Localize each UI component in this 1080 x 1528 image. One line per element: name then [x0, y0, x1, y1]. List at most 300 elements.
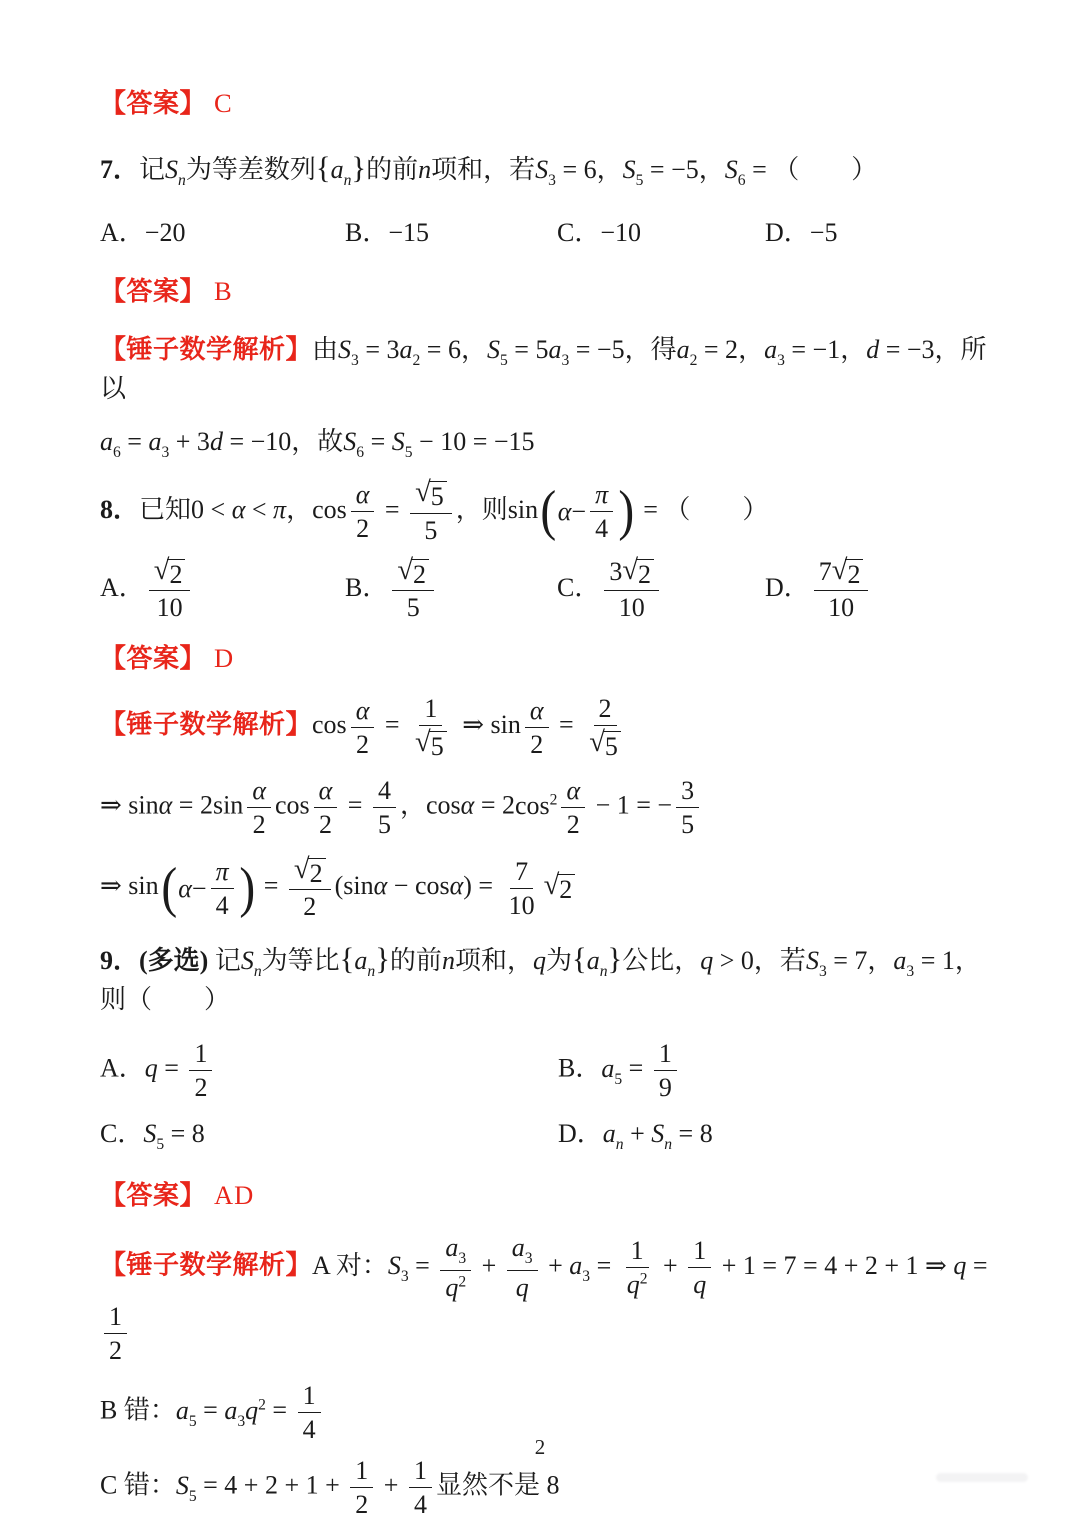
- math-c: ，: [399, 790, 426, 820]
- math-q: √ 2: [154, 559, 186, 588]
- math-r: 4: [377, 776, 391, 806]
- math-q: √ 2: [397, 559, 429, 588]
- math-r: 5: [681, 810, 695, 840]
- math-c: 为: [545, 946, 572, 976]
- math-r: cos: [312, 710, 347, 740]
- math-r: −: [191, 873, 207, 903]
- math-sp: $q^2$: [445, 1272, 467, 1302]
- question-7-options: [100, 215, 1002, 250]
- math-sb: $a_3$: [569, 1250, 591, 1285]
- math-c: ，: [596, 154, 623, 184]
- math-c: ，: [698, 154, 725, 184]
- math-r: 4: [302, 1415, 316, 1445]
- option-8c: [557, 557, 765, 623]
- math-r: =: [257, 871, 285, 901]
- math-r: =: [408, 1250, 437, 1280]
- math-r: ) =: [463, 871, 500, 901]
- math-r: 2: [194, 1073, 208, 1103]
- math-r: 2: [169, 560, 183, 590]
- answer-line-q6: [100, 86, 1002, 122]
- math-r: = 7: [826, 946, 868, 976]
- option-7d: [765, 215, 1002, 250]
- math-q: √ 5: [415, 731, 447, 760]
- math-i: q: [144, 1053, 158, 1083]
- math-f: [604, 557, 659, 623]
- question-9-stem: [100, 939, 1002, 1017]
- answer-label: 【答案】: [100, 88, 207, 118]
- math-i: α: [557, 497, 572, 527]
- math-f: [289, 855, 331, 921]
- option-9c: [100, 1116, 558, 1155]
- math-r: 1: [109, 1301, 122, 1331]
- math-r: = −3: [879, 334, 935, 364]
- math-c: 已知: [139, 494, 192, 524]
- math-f: [688, 1236, 711, 1299]
- math-r: B．−15: [345, 217, 430, 247]
- math-f: [351, 480, 375, 543]
- math-br: }: [375, 942, 390, 977]
- math-r: +: [475, 1250, 503, 1280]
- math-i: q: [532, 946, 546, 976]
- math-spr: $\cos^2$: [514, 790, 558, 820]
- answer-line-q7: [100, 274, 1002, 310]
- question-8-stem: [100, 479, 1002, 545]
- math-r: +: [656, 1250, 685, 1280]
- answer-value-q8: D: [214, 642, 235, 673]
- math-r: 10: [156, 593, 183, 623]
- math-sb: $S_5$: [622, 154, 644, 189]
- math-r: 2: [559, 874, 573, 904]
- math-r: B．: [345, 572, 389, 602]
- math-sb: $S_5$: [143, 1119, 165, 1154]
- math-f: [654, 1039, 677, 1102]
- math-r: ⇒ sin: [100, 871, 159, 901]
- math-r: −: [571, 497, 587, 527]
- math-br: {: [571, 942, 587, 977]
- analysis-label: 【锤子数学解析】: [100, 709, 313, 740]
- math-i: α: [158, 790, 173, 820]
- math-r: =: [196, 1395, 225, 1425]
- math-sb: $S_3$: [535, 154, 556, 189]
- math-q: √ 2: [544, 874, 576, 903]
- math-i: α: [529, 695, 544, 725]
- math-r: = −10: [222, 426, 292, 456]
- math-f: [211, 857, 234, 920]
- math-r: 2: [252, 810, 266, 840]
- math-r: 1: [658, 1039, 672, 1069]
- math-r: A．: [100, 1053, 145, 1083]
- math-r: A．−20: [100, 217, 186, 247]
- math-f: [504, 857, 540, 920]
- math-f: [622, 1236, 653, 1299]
- math-r: (sin: [334, 871, 374, 901]
- math-r: = 3: [358, 334, 400, 364]
- math-r: 5: [377, 810, 391, 840]
- math-r: = 6: [555, 154, 597, 184]
- math-r: = （ ）: [745, 154, 878, 184]
- math-b: 7．: [100, 154, 140, 184]
- math-r: D．: [558, 1119, 603, 1149]
- math-sb: $a_2$: [399, 334, 421, 369]
- math-i: α: [449, 871, 464, 901]
- option-8a: [100, 557, 345, 623]
- answer-value-q6: C: [214, 88, 233, 118]
- math-r: = （ ）: [636, 494, 769, 524]
- math-c: 的前: [366, 154, 419, 184]
- math-f: [584, 694, 626, 760]
- math-sb: $a_n$: [586, 946, 608, 981]
- math-r: =: [622, 1053, 650, 1083]
- math-f: [104, 1302, 127, 1365]
- math-q: √ 2: [832, 559, 864, 588]
- math-r: =: [378, 710, 407, 740]
- math-c: 记: [214, 946, 241, 976]
- answer-line-q9: [100, 1178, 1002, 1214]
- math-f: [561, 776, 585, 839]
- math-c: 的前: [389, 946, 442, 976]
- math-c: 为等差数列: [185, 154, 316, 184]
- solution-9-line-1: [100, 1233, 1002, 1365]
- math-c: 为等比: [261, 946, 340, 976]
- math-r: ⇒ sin: [455, 710, 521, 740]
- math-r: =: [341, 790, 369, 820]
- math-f: [373, 776, 396, 839]
- math-f: [247, 776, 271, 839]
- math-r: − 10 = −15: [412, 426, 535, 456]
- math-i: α: [460, 790, 475, 820]
- question-9-options-ab: [100, 1039, 1002, 1102]
- math-c: ，得: [624, 334, 677, 364]
- math-r: C．−10: [557, 217, 642, 247]
- math-r: 7: [818, 556, 832, 586]
- math-c: 显然不是 8: [435, 1470, 560, 1500]
- math-sb: $a_2$: [676, 334, 698, 369]
- math-r: 0 <: [191, 494, 232, 524]
- option-9d: [558, 1116, 1002, 1155]
- math-r: cos: [425, 790, 461, 820]
- math-b: 8．: [100, 494, 140, 524]
- math-r: = −5: [643, 154, 699, 184]
- math-r: 3: [609, 556, 623, 586]
- math-r: cos: [274, 790, 310, 820]
- math-i: π: [273, 494, 287, 524]
- math-br: }: [607, 942, 623, 977]
- math-r: + 1 = 7 = 4 + 2 + 1 ⇒: [715, 1250, 954, 1280]
- math-r: 2: [638, 560, 652, 590]
- math-f: [149, 557, 191, 623]
- math-r: = 6: [420, 334, 461, 364]
- math-r: =: [590, 1250, 618, 1280]
- math-f: [507, 1233, 538, 1302]
- math-sb: $a_n$: [330, 154, 352, 189]
- math-c: ，则: [455, 494, 508, 524]
- solution-7-line-2: [100, 424, 1002, 463]
- math-i: α: [252, 776, 266, 806]
- math-r: 2: [303, 891, 317, 921]
- math-i: n: [418, 154, 432, 184]
- math-sb: $a_n$: [354, 946, 376, 981]
- option-9a: [100, 1039, 558, 1102]
- math-sb: $a_3$: [548, 334, 570, 369]
- math-r: =: [265, 1395, 294, 1425]
- math-i: d: [866, 334, 880, 364]
- math-r: sin: [507, 494, 539, 524]
- math-f: [590, 480, 613, 543]
- solution-9-line-3: [100, 1456, 1002, 1519]
- math-r: +: [623, 1119, 652, 1149]
- option-7b: [345, 215, 557, 250]
- math-r: = 2: [474, 790, 515, 820]
- math-i: n: [441, 946, 455, 976]
- math-sp: $q^2$: [245, 1395, 266, 1425]
- math-r: 4: [595, 514, 609, 544]
- answer-value-q7: B: [214, 275, 233, 306]
- math-r: 1: [424, 694, 438, 724]
- math-sb: $S_5$: [391, 426, 413, 461]
- math-i: α: [355, 480, 370, 510]
- math-r: 5: [430, 731, 444, 761]
- math-sb: $S_5$: [486, 334, 508, 369]
- analysis-label: 【锤子数学解析】: [100, 333, 313, 364]
- math-i: α: [231, 494, 246, 524]
- answer-label: 【答案】: [100, 275, 207, 306]
- math-c: ，: [738, 334, 765, 364]
- math-r: 3: [681, 776, 695, 806]
- option-8b: [345, 557, 557, 623]
- math-r: 1: [413, 1456, 427, 1486]
- math-f: [410, 479, 452, 545]
- math-c: ，则（ ）: [100, 946, 981, 1015]
- math-r: 10: [508, 890, 535, 920]
- math-r: D．: [765, 572, 810, 602]
- math-i: q: [693, 1270, 707, 1300]
- math-c: B 错：: [100, 1395, 176, 1425]
- math-q: √ 2: [622, 559, 654, 588]
- math-f: [392, 557, 434, 623]
- math-r: 4: [413, 1490, 427, 1520]
- math-q: √ 5: [415, 481, 447, 510]
- math-r: = −1: [784, 334, 841, 364]
- math-r: 1: [302, 1381, 316, 1411]
- math-br: }: [351, 150, 367, 185]
- math-i: d: [209, 426, 223, 456]
- math-r: = 5: [507, 334, 549, 364]
- math-c: ，若: [753, 946, 806, 976]
- math-sb: $S_n$: [240, 946, 262, 981]
- math-i: π: [215, 856, 229, 886]
- math-sb: $S_6$: [724, 154, 746, 189]
- math-r: =: [966, 1250, 988, 1280]
- answer-label: 【答案】: [100, 1179, 207, 1210]
- question-7-stem: [100, 148, 1002, 191]
- answer-line-q8: [100, 641, 1002, 677]
- math-r: C．: [100, 1119, 144, 1149]
- analysis-label: 【锤子数学解析】: [100, 1249, 313, 1280]
- math-r: = 4 + 2 + 1 +: [196, 1470, 347, 1500]
- math-r: A．: [100, 572, 145, 602]
- math-i: α: [355, 695, 370, 725]
- math-q: √ 2: [294, 858, 326, 887]
- math-r: +: [377, 1470, 405, 1500]
- math-sb: $a_5$: [175, 1395, 197, 1430]
- math-c: 项和，若: [431, 154, 536, 184]
- math-c: 记: [139, 154, 166, 184]
- math-r: = 8: [164, 1119, 205, 1149]
- math-sb: $S_6$: [343, 426, 365, 461]
- solution-8-line-1: [100, 694, 1002, 760]
- solution-8-math-1: [312, 694, 630, 761]
- math-i: α: [178, 873, 192, 903]
- math-r: =: [157, 1053, 186, 1083]
- math-r: 10: [828, 593, 855, 623]
- math-r: − 1 = −: [589, 790, 673, 820]
- math-sb: $a_3$: [224, 1395, 246, 1430]
- answer-value-q9: AD: [214, 1179, 255, 1210]
- question-9-options-cd: [100, 1116, 1002, 1155]
- math-sb: $S_n$: [651, 1119, 673, 1154]
- math-r: 2: [598, 694, 612, 724]
- solution-8-line-3: [100, 855, 1002, 921]
- math-c: A 对：: [312, 1250, 388, 1280]
- math-r: > 0: [713, 946, 754, 976]
- math-sb: $S_3$: [338, 334, 359, 369]
- math-f: [440, 1233, 471, 1302]
- math-r: 5: [406, 593, 420, 623]
- math-sb: $a_3$: [445, 1233, 467, 1268]
- math-r: = 2sin: [172, 790, 244, 820]
- math-sp: $q^2$: [626, 1270, 648, 1300]
- math-sb: $S_3$: [387, 1250, 409, 1285]
- math-r: 2: [413, 560, 427, 590]
- math-c: ，: [460, 334, 487, 364]
- math-i: q: [953, 1250, 967, 1280]
- math-r: 5: [424, 515, 438, 545]
- math-f: [814, 557, 869, 623]
- math-r: =: [552, 710, 581, 740]
- math-br: {: [339, 942, 355, 977]
- option-8d: [765, 557, 1002, 623]
- math-sb: $a_5$: [601, 1053, 623, 1088]
- math-br: {: [315, 150, 331, 185]
- math-r: 1: [693, 1235, 707, 1265]
- math-r: C．: [557, 572, 601, 602]
- page-number: 2: [534, 1435, 546, 1459]
- math-sb: $a_6$: [100, 426, 121, 461]
- option-9b: [558, 1039, 1002, 1102]
- math-r: = 1: [914, 946, 955, 976]
- math-r: cos: [312, 494, 347, 524]
- option-7c: [557, 215, 765, 250]
- faint-watermark: [936, 1473, 1028, 1482]
- math-sb: $S_5$: [175, 1470, 197, 1505]
- math-sb: $a_3$: [511, 1233, 533, 1268]
- math-r: 2: [309, 858, 323, 888]
- math-f: [351, 696, 375, 759]
- math-sb: $a_3$: [148, 426, 170, 461]
- math-r: 2: [109, 1335, 122, 1365]
- math-f: [350, 1456, 373, 1519]
- math-r: <: [245, 494, 274, 524]
- math-r: =: [378, 494, 407, 524]
- math-c: ，: [867, 946, 894, 976]
- math-r: 2: [356, 514, 370, 544]
- math-r: 2: [356, 729, 370, 759]
- math-r: D．−5: [765, 217, 838, 247]
- math-r: 1: [630, 1235, 644, 1265]
- math-r: 2: [847, 560, 861, 590]
- math-b: 9．(多选): [100, 946, 215, 976]
- solution-8-line-2: [100, 776, 1002, 839]
- math-c: ，故: [291, 426, 344, 456]
- math-r: = 2: [697, 334, 739, 364]
- math-r: =: [120, 426, 149, 456]
- math-r: = −5: [569, 334, 625, 364]
- math-c: 公比，: [622, 946, 701, 976]
- option-7a: [100, 215, 345, 250]
- math-r: = 8: [672, 1119, 713, 1149]
- math-sb: $a_n$: [602, 1119, 624, 1154]
- math-r: + 3: [169, 426, 210, 456]
- math-r: 10: [618, 593, 645, 623]
- math-r: 2: [355, 1490, 369, 1520]
- math-sb: $a_3$: [764, 334, 785, 369]
- math-f: [676, 776, 699, 839]
- math-sb: $S_n$: [165, 154, 186, 189]
- math-p: ( α − $\frac{\pi}{4}$ ): [161, 856, 255, 920]
- math-r: 5: [430, 482, 444, 512]
- math-r: 2: [530, 729, 544, 759]
- math-f: [525, 696, 549, 759]
- math-f: [314, 776, 338, 839]
- math-r: B．: [558, 1053, 602, 1083]
- math-r: 2: [318, 810, 332, 840]
- math-c: ，: [286, 494, 313, 524]
- math-i: q: [700, 946, 714, 976]
- math-i: α: [566, 776, 581, 806]
- math-r: 7: [515, 856, 529, 886]
- math-r: =: [364, 426, 392, 456]
- math-i: α: [318, 776, 333, 806]
- math-r: 5: [604, 731, 618, 761]
- math-r: 9: [658, 1073, 672, 1103]
- math-r: 4: [215, 890, 229, 920]
- question-8-options: [100, 557, 1002, 623]
- math-r: − cos: [387, 871, 450, 901]
- math-c: C 错：: [100, 1470, 176, 1500]
- math-r: 1: [194, 1039, 208, 1069]
- math-sb: $S_3$: [805, 946, 827, 981]
- math-f: [189, 1039, 212, 1102]
- math-c: ，所以: [100, 334, 987, 403]
- math-r: +: [541, 1250, 570, 1280]
- math-f: [409, 1456, 432, 1519]
- math-sb: $a_3$: [893, 946, 915, 981]
- math-i: α: [373, 871, 388, 901]
- solution-7-line-1: [100, 332, 1002, 406]
- math-c: 项和，: [454, 946, 533, 976]
- math-i: π: [595, 480, 609, 510]
- math-q: √ 5: [589, 731, 621, 760]
- math-f: [410, 694, 452, 760]
- math-r: ⇒ sin: [100, 790, 159, 820]
- math-r: 2: [566, 810, 580, 840]
- math-c: ，: [840, 334, 867, 364]
- math-p: ( α − $\frac{\pi}{4}$ ): [540, 480, 635, 544]
- math-i: q: [515, 1272, 529, 1302]
- math-c: 由: [312, 334, 339, 364]
- math-r: 1: [355, 1456, 369, 1486]
- answer-label: 【答案】: [100, 642, 207, 673]
